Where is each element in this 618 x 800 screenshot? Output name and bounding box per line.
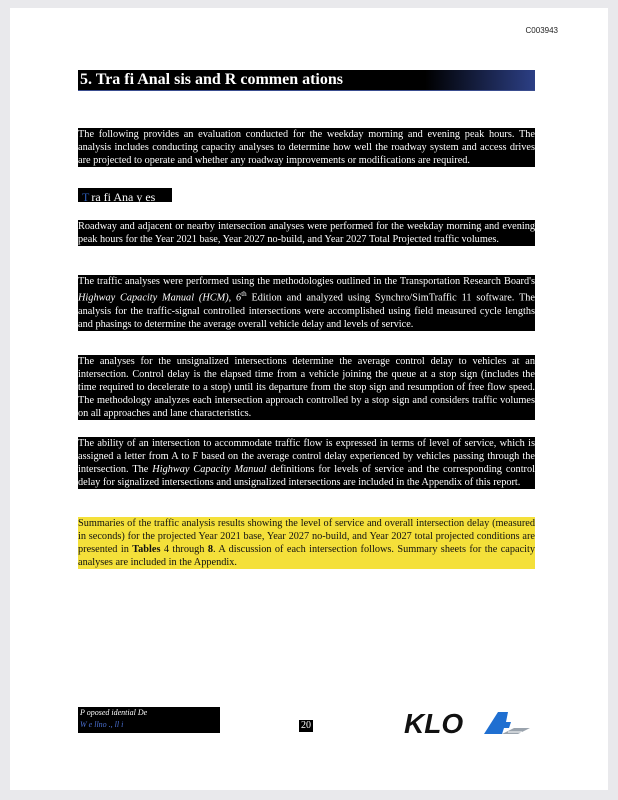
logo-text: KLO xyxy=(404,708,464,738)
klo-logo xyxy=(398,708,532,738)
paragraph-methodology: The traffic analyses were performed using the methodologies outlined in the Transportation Research Board's Highway Capacity Manual (HCM), 6th Edition and analyzed using Synchro/SimTraffic 11 software. The analysis for the traffic-signal controlled intersections were accomplished using field measured cycle lengths and phasings to determine the average overall vehicle delay and levels of service. xyxy=(78,276,535,330)
paragraph-volumes: Roadway and adjacent or nearby intersection analyses were performed for the weekday morning and evening peak hours for the Year 2021 base, Year 2027 no-build, and Year 2027 Total Projected traffic volumes. xyxy=(78,221,535,246)
logo-accent-shape xyxy=(484,712,511,734)
document-page xyxy=(10,8,608,790)
page-number: 20 xyxy=(301,720,311,731)
footer-line-1: P oposed idential De xyxy=(80,708,148,717)
logo-road-shape xyxy=(502,728,530,734)
paragraph-unsignalized: The analyses for the unsignalized intersections determine the average control delay to vehicles at an intersection. Control delay is the elapsed time from a vehicle joining the queue at a stop sign (includes the time required to decelerate to a stop) until its departure from the stop sign and resumption of free flow speed. The methodology analyzes each intersection approach controlled by a stop sign and considers traffic volumes on all approaches and lane characteristics. xyxy=(78,356,535,420)
footer-line-2: W e llno ., ll i xyxy=(80,720,124,729)
paragraph-level-of-service: The ability of an intersection to accommodate traffic flow is expressed in terms of level of service, which is assigned a letter from A to F based on the average control delay experienced by vehicles passing through the intersection. The Highway Capacity Manual definitions for levels of service and the corresponding control delay for signalized intersections and unsignalized intersections are included in the Appendix of this report. xyxy=(78,438,535,489)
section-title-bar xyxy=(78,70,535,91)
subheading-traffic-analyses: T ra fi Ana y es xyxy=(78,188,172,202)
paragraph-summaries: Summaries of the traffic analysis results showing the level of service and overall intersection delay (measured in seconds) for the projected Year 2021 base, Year 2027 no-build, and Year 2027 total projected conditions are presented in Tables 4 through 8. A discussion of each intersection follows. Summary sheets for the capacity analyses are included in the Appendix. xyxy=(78,518,536,569)
intro-paragraph: The following provides an evaluation conducted for the weekday morning and evening peak hours. The analysis includes conducting capacity analyses to determine how well the roadway system and access drives are projected to operate and whether any roadway improvements or modifications are required. xyxy=(78,129,535,167)
footer-project-info xyxy=(78,707,220,733)
document-id: C003943 xyxy=(525,26,558,35)
section-title: 5. Tra fi Anal sis and R commen ations xyxy=(80,71,343,88)
